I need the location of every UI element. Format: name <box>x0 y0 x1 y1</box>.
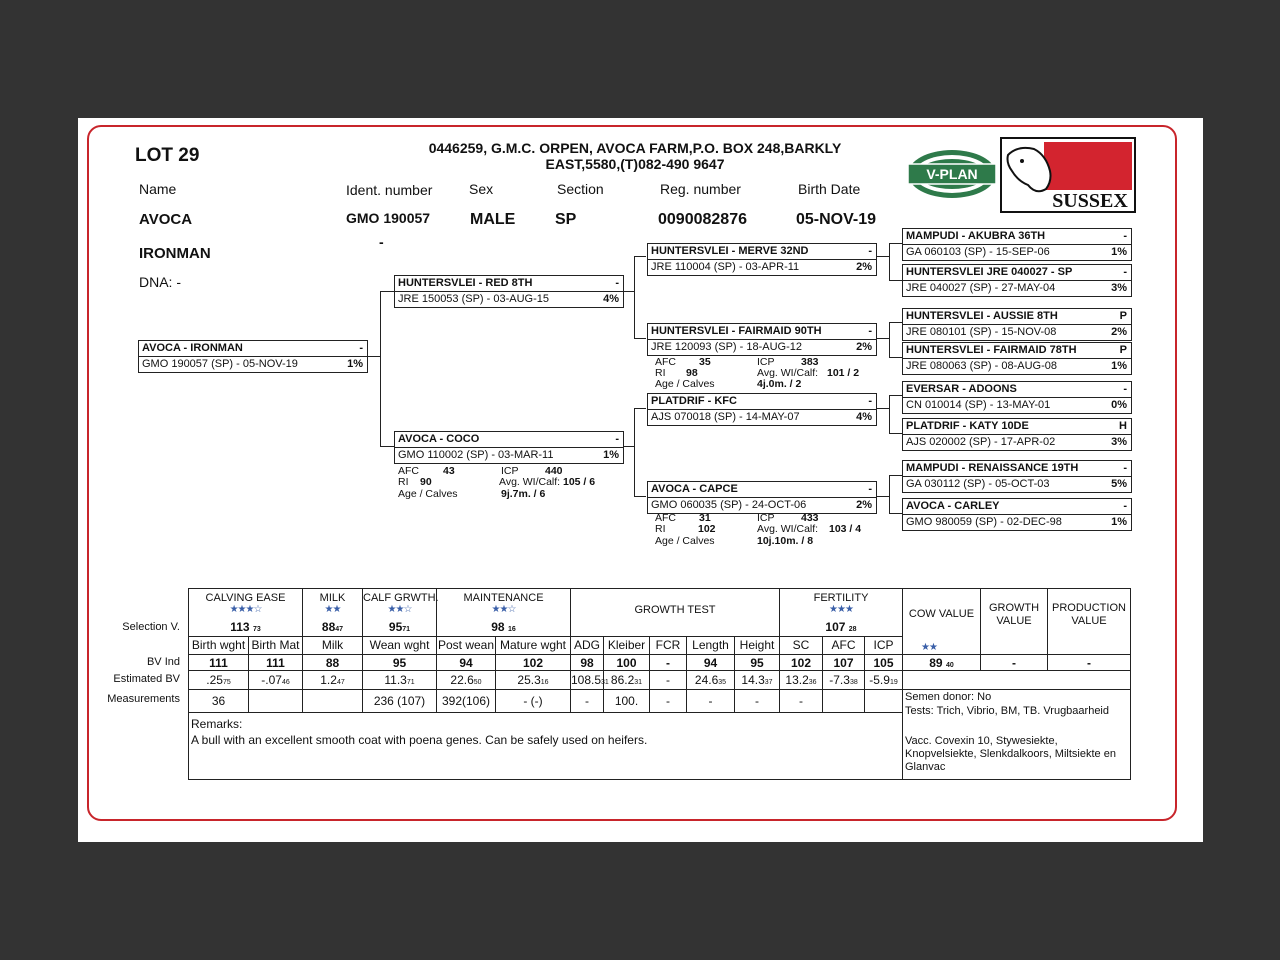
sel-calf-growth <box>363 620 436 634</box>
ebv-value: -5.9 <box>869 673 890 687</box>
ds-info: AJS 070018 (SP) - 14-MAY-07 <box>651 411 800 423</box>
gg-pct: 5% <box>1111 478 1127 490</box>
value-birth: 05-NOV-19 <box>796 211 877 228</box>
label-section: Section <box>557 181 604 197</box>
traits-cell: Milk <box>321 638 344 652</box>
ebv-count: 19 <box>889 679 898 686</box>
breeder-address: 0446259, G.M.C. ORPEN, AVOCA FARM,P.O. BOX 248,BARKLY EAST,5580,(T)082-490 9647 <box>428 140 842 172</box>
ebv-value: 24.6 <box>694 673 719 687</box>
row-label-selection: Selection V. <box>122 621 180 633</box>
bv-cell: 94 <box>459 656 473 670</box>
meas-cell: - <box>799 694 803 708</box>
meas-cell: - <box>755 694 759 708</box>
ss-pct: 2% <box>856 261 872 273</box>
ebv-cell <box>249 673 302 687</box>
group-fertility: FERTILITY <box>813 592 869 604</box>
traits-cell: Mature wght <box>499 638 567 652</box>
remarks-text: A bull with an excellent smooth coat with poena genes. Can be safely used on heifers. <box>191 733 648 747</box>
gg-info: AJS 020002 (SP) - 17-APR-02 <box>906 436 1056 448</box>
gg-tag: - <box>1123 230 1127 242</box>
gg-tag: P <box>1119 344 1127 356</box>
gg-info: CN 010014 (SP) - 13-MAY-01 <box>906 399 1051 411</box>
stat-value: 43 <box>443 465 455 477</box>
bv-cell: 107 <box>833 656 854 670</box>
stars-fertility: ★★★ <box>829 604 853 615</box>
sire-pct: 4% <box>603 293 619 305</box>
stat-label: Avg. WI/Calf: <box>757 367 819 379</box>
gg-info: GA 060103 (SP) - 15-SEP-06 <box>906 246 1050 258</box>
sd-tag: - <box>868 325 872 337</box>
sel-maintenance <box>437 620 570 634</box>
bv-cell: 102 <box>790 656 812 670</box>
ds-pct: 4% <box>856 411 872 423</box>
gg-pct: 3% <box>1111 436 1127 448</box>
semen-donor: Semen donor: No <box>905 691 992 703</box>
gg-pct: 3% <box>1111 282 1127 294</box>
bv-cell: 95 <box>392 656 407 670</box>
gg-info: JRE 080101 (SP) - 15-NOV-08 <box>906 326 1057 338</box>
ebv-cell <box>780 673 822 687</box>
ss-info: JRE 110004 (SP) - 03-APR-11 <box>651 261 800 273</box>
traits-cell: ADG <box>573 638 600 652</box>
ebv-count: 47 <box>336 679 345 686</box>
traits-cell: Birth wght <box>191 638 246 652</box>
dam-tag: - <box>615 433 619 445</box>
traits-cell: ICP <box>873 638 894 652</box>
sel-calving-ease <box>189 620 302 634</box>
ebv-cell <box>189 673 248 687</box>
gg-pct: 1% <box>1111 360 1127 372</box>
group-growth-value: GROWTH VALUE <box>988 602 1040 627</box>
ebv-value: 14.3 <box>741 673 765 687</box>
dd-pct: 2% <box>856 499 872 511</box>
sel-count: 47 <box>335 626 344 633</box>
value-name-1: AVOCA <box>139 211 193 228</box>
ebv-cell <box>650 673 686 687</box>
sel-value: 107 <box>825 620 846 634</box>
stat-value: 9j.7m. / 6 <box>501 488 546 500</box>
ebv-cell <box>687 673 734 687</box>
value-ident-2: - <box>379 234 384 250</box>
dd-tag: - <box>868 483 872 495</box>
row-label-measurements: Measurements <box>107 693 180 705</box>
gg-pct: 0% <box>1111 399 1127 411</box>
ebv-value: -.07 <box>261 673 282 687</box>
ebv-value: 108.5 <box>571 673 602 687</box>
ebv-cell <box>303 673 362 687</box>
value-section: SP <box>555 211 577 228</box>
gg-pct: 1% <box>1111 246 1127 258</box>
gg-name: MAMPUDI - RENAISSANCE 19TH <box>906 462 1079 474</box>
stat-value: 383 <box>801 356 819 368</box>
label-birth: Birth Date <box>798 181 861 197</box>
gg-pct: 1% <box>1111 516 1127 528</box>
ebv-value: -7.3 <box>829 673 850 687</box>
stat-value: 90 <box>420 476 432 488</box>
sel-count: 16 <box>507 626 516 633</box>
group-cow-value: COW VALUE <box>908 608 975 620</box>
group-production-value: PRODUCTION VALUE <box>1052 602 1126 627</box>
ebv-count: 46 <box>281 679 290 686</box>
sd-pct: 2% <box>856 341 872 353</box>
bv-cell: 111 <box>266 656 285 670</box>
traits-cell: FCR <box>655 638 681 652</box>
group-growth-test: GROWTH TEST <box>634 604 716 616</box>
stat-label: Avg. WI/Calf: <box>757 523 819 535</box>
group-milk: MILK <box>319 592 346 604</box>
stars-calving-ease: ★★★☆ <box>229 604 262 615</box>
label-sex: Sex <box>469 181 494 197</box>
ebv-cell <box>865 673 902 687</box>
stat-label: AFC <box>398 465 419 477</box>
stat-value: 433 <box>801 512 819 524</box>
label-name: Name <box>139 181 177 197</box>
traits-cell: Height <box>739 638 775 652</box>
value-name-2: IRONMAN <box>139 245 211 262</box>
stat-value: 440 <box>545 465 563 477</box>
traits-cell: Birth Mat <box>251 638 300 652</box>
bv-cell: 102 <box>522 656 544 670</box>
stat-value: 31 <box>699 512 711 524</box>
dd-info: GMO 060035 (SP) - 24-OCT-06 <box>651 499 807 511</box>
stat-value: 35 <box>699 356 711 368</box>
ebv-count: 31 <box>601 679 609 686</box>
dna: DNA: - <box>139 274 181 290</box>
ebv-value: 86.2 <box>610 673 635 687</box>
sel-count: 71 <box>402 626 411 633</box>
bv-cow-value <box>903 656 980 670</box>
sel-milk <box>303 620 362 634</box>
stars-maintenance: ★★☆ <box>491 604 516 615</box>
animal-tag: - <box>359 342 363 354</box>
dam-pct: 1% <box>603 449 619 461</box>
gg-pct: 2% <box>1111 326 1127 338</box>
ebv-count: 75 <box>222 679 231 686</box>
bv-cell: 95 <box>750 656 764 670</box>
sel-value: 88 <box>321 620 336 634</box>
bv-cell: 111 <box>209 656 228 670</box>
stat-label: Age / Calves <box>655 378 715 390</box>
stat-value: 98 <box>686 367 698 379</box>
gg-tag: - <box>1123 383 1127 395</box>
gg-info: GMO 980059 (SP) - 02-DEC-98 <box>906 516 1062 528</box>
ebv-cell <box>496 673 570 687</box>
ebv-cell <box>571 673 609 687</box>
ebv-count: 36 <box>808 679 817 686</box>
group-calf-growth: CALF GRWTH. <box>363 592 439 604</box>
stat-label: ICP <box>501 465 519 477</box>
stars-cow-value: ★★ <box>921 642 937 653</box>
stat-label: Age / Calves <box>398 488 458 500</box>
meas-cell: 236 (107) <box>373 694 426 708</box>
animal-pct: 1% <box>347 358 363 370</box>
gg-name: HUNTERSVLEI - FAIRMAID 78TH <box>906 344 1077 356</box>
ebv-count: 50 <box>473 679 482 686</box>
ds-tag: - <box>868 395 872 407</box>
gg-tag: H <box>1119 420 1127 432</box>
stat-label: RI <box>655 367 666 379</box>
dam-info: GMO 110002 (SP) - 03-MAR-11 <box>398 449 554 461</box>
ebv-count: 31 <box>634 679 643 686</box>
ebv-value: 11.3 <box>384 673 407 687</box>
sel-count: 73 <box>252 626 261 633</box>
sel-value: 95 <box>388 620 403 634</box>
stat-value: 4j.0m. / 2 <box>757 378 802 390</box>
meas-cell: - <box>585 694 589 708</box>
lot-number: LOT 29 <box>135 145 200 166</box>
bv-cell: 105 <box>873 656 894 670</box>
meas-cell: - <box>708 694 713 708</box>
traits-cell: Kleiber <box>607 638 646 652</box>
stat-value: 103 / 4 <box>829 523 862 535</box>
sd-info: JRE 120093 (SP) - 18-AUG-12 <box>651 341 803 353</box>
stat-label: AFC <box>655 356 676 368</box>
traits-cell: Length <box>692 638 729 652</box>
bv-production-value: - <box>1087 656 1091 670</box>
meas-cell: - (-) <box>523 694 543 708</box>
bv-count: 40 <box>945 662 954 669</box>
gg-tag: - <box>1123 462 1127 474</box>
group-maintenance: MAINTENANCE <box>463 592 544 604</box>
bv-cell: 100 <box>616 656 637 670</box>
stat-label: Avg. WI/Calf: <box>499 476 561 488</box>
vplan-logo-text: V-PLAN <box>926 166 978 182</box>
stat-value: 10j.10m. / 8 <box>757 535 814 547</box>
ebv-count: 38 <box>849 679 858 686</box>
traits-cell: Post wean <box>437 638 495 652</box>
value-ident: GMO 190057 <box>346 210 431 226</box>
gg-info: GA 030112 (SP) - 05-OCT-03 <box>906 478 1050 490</box>
gg-name: HUNTERSVLEI - AUSSIE 8TH <box>906 310 1058 322</box>
gg-name: EVERSAR - ADOONS <box>906 383 1017 395</box>
gg-info: JRE 040027 (SP) - 27-MAY-04 <box>906 282 1056 294</box>
stat-label: AFC <box>655 512 676 524</box>
dd-name: AVOCA - CAPCE <box>651 483 738 495</box>
sel-fertility <box>780 620 902 634</box>
meas-cell: - <box>666 694 670 708</box>
sel-value: 98 <box>491 620 505 634</box>
ebv-value: .25 <box>206 673 223 687</box>
tests: Tests: Trich, Vibrio, BM, TB. Vrugbaarheid <box>905 705 1109 717</box>
stat-value: 102 <box>698 523 716 535</box>
stat-label: RI <box>398 476 409 488</box>
ebv-cell <box>363 673 436 687</box>
animal-name: AVOCA - IRONMAN <box>142 342 243 354</box>
traits-cell: AFC <box>831 638 856 652</box>
ebv-cell <box>437 673 495 687</box>
meas-cell: 36 <box>211 694 226 708</box>
stars-milk: ★★ <box>324 604 341 615</box>
gg-tag: P <box>1119 310 1127 322</box>
sire-name: HUNTERSVLEI - RED 8TH <box>398 277 533 289</box>
ebv-cell <box>735 673 779 687</box>
gg-info: JRE 080063 (SP) - 08-AUG-08 <box>906 360 1058 372</box>
sire-tag: - <box>615 277 619 289</box>
stat-label: ICP <box>757 356 775 368</box>
gg-name: PLATDRIF - KATY 10DE <box>906 420 1029 432</box>
meas-cell: 392(106) <box>441 694 491 708</box>
gg-name: HUNTERSVLEI JRE 040027 - SP <box>906 266 1073 278</box>
remarks-label: Remarks: <box>191 717 243 731</box>
ebv-value: 25.3 <box>517 673 541 687</box>
dam-name: AVOCA - COCO <box>398 433 480 445</box>
stat-value: 105 / 6 <box>563 476 596 488</box>
bv-cell: 88 <box>325 656 340 670</box>
sel-value: 113 <box>230 620 250 634</box>
label-reg: Reg. number <box>660 181 741 197</box>
ebv-value: 22.6 <box>450 673 474 687</box>
bv-cell: - <box>666 656 670 670</box>
gg-name: AVOCA - CARLEY <box>906 500 1000 512</box>
stars-calf-growth: ★★☆ <box>387 604 412 615</box>
stat-label: Age / Calves <box>655 535 715 547</box>
ebv-cell <box>823 673 864 687</box>
animal-info: GMO 190057 (SP) - 05-NOV-19 <box>142 358 298 370</box>
ss-name: HUNTERSVLEI - MERVE 32ND <box>651 245 809 257</box>
row-label-bv: BV Ind <box>146 656 180 668</box>
value-reg: 0090082876 <box>658 211 747 228</box>
bv-cell: 98 <box>580 656 594 670</box>
ebv-count: 16 <box>540 679 549 686</box>
traits-cell: Wean wght <box>369 638 430 652</box>
meas-cell: 100. <box>614 694 639 708</box>
stat-value: 101 / 2 <box>827 367 860 379</box>
bv-value: 89 <box>929 656 943 670</box>
gg-tag: - <box>1123 266 1127 278</box>
ds-name: PLATDRIF - KFC <box>651 395 737 407</box>
row-label-ebv: Estimated BV <box>113 673 180 685</box>
group-calving-ease: CALVING EASE <box>205 592 286 604</box>
ebv-value: - <box>666 673 670 687</box>
traits-cell: SC <box>792 638 810 652</box>
ebv-value: 13.2 <box>785 673 809 687</box>
ss-tag: - <box>868 245 872 257</box>
ebv-value: 1.2 <box>320 673 337 687</box>
gg-name: MAMPUDI - AKUBRA 36TH <box>906 230 1046 242</box>
sire-info: JRE 150053 (SP) - 03-AUG-15 <box>398 293 550 305</box>
ebv-count: 35 <box>718 679 727 686</box>
bv-growth-value: - <box>1012 656 1016 670</box>
ebv-cell <box>604 673 649 687</box>
label-ident: Ident. number <box>346 182 433 198</box>
ebv-count: 71 <box>406 679 415 686</box>
value-sex: MALE <box>470 211 516 228</box>
bv-cell: 94 <box>703 656 718 670</box>
stat-label: RI <box>655 523 666 535</box>
gg-tag: - <box>1123 500 1127 512</box>
sel-count: 28 <box>848 626 857 633</box>
sd-name: HUNTERSVLEI - FAIRMAID 90TH <box>651 325 822 337</box>
vaccinations: Vacc. Covexin 10, Stywesiekte, Knopvelsiekte, Slenkdalkoors, Miltsiekte en Glanvac <box>905 735 1116 773</box>
sussex-logo-text: SUSSEX <box>1052 190 1128 212</box>
ebv-count: 37 <box>764 679 773 686</box>
stat-label: ICP <box>757 512 775 524</box>
